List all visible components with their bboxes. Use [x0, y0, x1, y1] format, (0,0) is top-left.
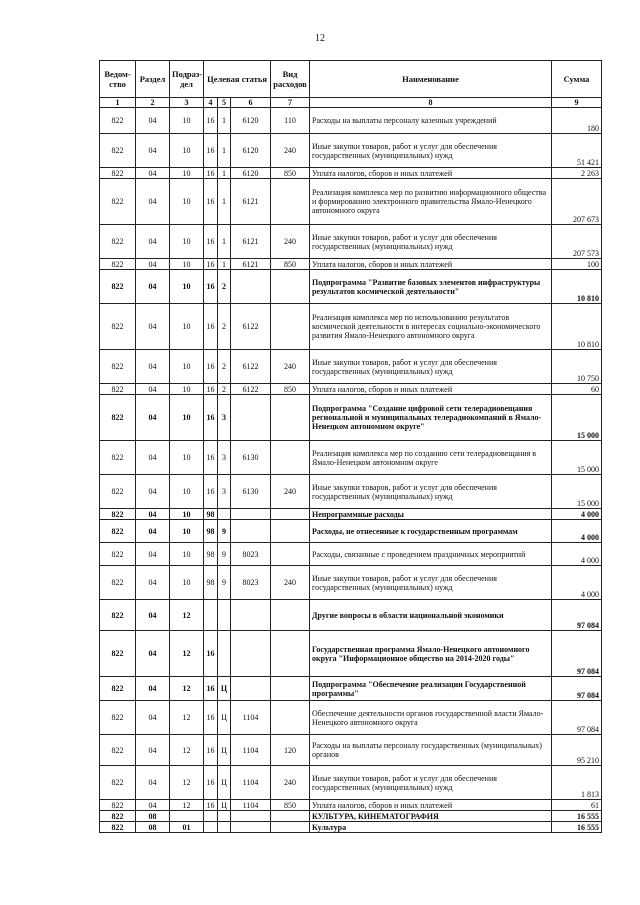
cell-expense-type — [271, 441, 310, 475]
cell-section: 04 — [136, 168, 170, 179]
cell-department: 822 — [100, 168, 136, 179]
cell-section: 04 — [136, 395, 170, 441]
cell-section: 04 — [136, 441, 170, 475]
cell-section: 04 — [136, 225, 170, 259]
header-expense-type: Вид расходов — [271, 61, 310, 98]
cell-subprogram: 1 — [218, 168, 231, 179]
cell-department: 822 — [100, 677, 136, 701]
cell-expense-type: 120 — [271, 735, 310, 766]
table-row — [100, 520, 602, 543]
cell-program: 16 — [204, 395, 218, 441]
cell-subsection: 10 — [170, 108, 204, 134]
cell-expense-type — [271, 304, 310, 350]
table-row — [100, 677, 602, 701]
cell-subprogram — [218, 600, 231, 631]
cell-program: 16 — [204, 350, 218, 384]
cell-subprogram — [218, 811, 231, 822]
cell-department: 822 — [100, 800, 136, 811]
cell-subsection: 10 — [170, 168, 204, 179]
cell-article: 6122 — [231, 384, 271, 395]
cell-article: 6120 — [231, 108, 271, 134]
cell-subsection: 10 — [170, 475, 204, 509]
cell-name: Реализация комплекса мер по использованию результатов космической деятельности в интересах социально-экономического развития Ямало-Ненецкого автономного округа — [310, 304, 552, 350]
cell-article: 1104 — [231, 701, 271, 735]
table-row — [100, 384, 602, 395]
cell-name: Подпрограмма "Обеспечение реализации Государственной программы" — [310, 677, 552, 701]
cell-name: Расходы на выплаты персоналу казенных учреждений — [310, 108, 552, 134]
cell-subprogram: 2 — [218, 350, 231, 384]
cell-department: 822 — [100, 259, 136, 270]
cell-name: Иные закупки товаров, работ и услуг для обеспечения государственных (муниципальных) нужд — [310, 566, 552, 600]
cell-name: Расходы, не отнесенные к государственным программам — [310, 520, 552, 543]
cell-program: 16 — [204, 766, 218, 800]
cell-expense-type — [271, 270, 310, 304]
cell-expense-type — [271, 543, 310, 566]
cell-expense-type: 240 — [271, 766, 310, 800]
cell-department: 822 — [100, 475, 136, 509]
cell-program: 16 — [204, 735, 218, 766]
cell-program: 16 — [204, 441, 218, 475]
cell-department: 822 — [100, 701, 136, 735]
table-row — [100, 475, 602, 509]
cell-subprogram: 3 — [218, 441, 231, 475]
cell-sum: 15 000 — [552, 475, 602, 509]
table-row — [100, 270, 602, 304]
cell-expense-type: 240 — [271, 350, 310, 384]
cell-expense-type: 110 — [271, 108, 310, 134]
cell-name: Подпрограмма "Развитие базовых элементов инфраструктуры результатов космической деятельности" — [310, 270, 552, 304]
cell-subsection: 10 — [170, 509, 204, 520]
cell-subsection — [170, 811, 204, 822]
cell-name: Иные закупки товаров, работ и услуг для обеспечения государственных (муниципальных) нужд — [310, 225, 552, 259]
cell-name: Непрограммные расходы — [310, 509, 552, 520]
cell-section: 04 — [136, 701, 170, 735]
cell-name: Реализация комплекса мер по созданию сети телерадиовещания в Ямало-Ненецком автономном округе — [310, 441, 552, 475]
cell-expense-type: 240 — [271, 566, 310, 600]
cell-sum: 60 — [552, 384, 602, 395]
column-number: 1 — [100, 98, 136, 108]
cell-article — [231, 600, 271, 631]
cell-subsection: 12 — [170, 677, 204, 701]
cell-subsection: 10 — [170, 304, 204, 350]
cell-program — [204, 811, 218, 822]
cell-article: 8023 — [231, 543, 271, 566]
table-row — [100, 168, 602, 179]
cell-department: 822 — [100, 384, 136, 395]
table-row — [100, 822, 602, 833]
cell-article: 6122 — [231, 304, 271, 350]
table-row — [100, 441, 602, 475]
column-number: 7 — [271, 98, 310, 108]
cell-sum: 97 084 — [552, 677, 602, 701]
cell-sum: 16 555 — [552, 811, 602, 822]
budget-table — [99, 60, 602, 833]
cell-sum: 100 — [552, 259, 602, 270]
cell-expense-type — [271, 179, 310, 225]
cell-program: 16 — [204, 179, 218, 225]
cell-name: Иные закупки товаров, работ и услуг для обеспечения государственных (муниципальных) нужд — [310, 134, 552, 168]
cell-subsection: 10 — [170, 543, 204, 566]
cell-subsection: 10 — [170, 134, 204, 168]
cell-program: 98 — [204, 520, 218, 543]
cell-department: 822 — [100, 811, 136, 822]
cell-sum: 2 263 — [552, 168, 602, 179]
cell-sum: 97 084 — [552, 631, 602, 677]
cell-article: 6122 — [231, 350, 271, 384]
table-row — [100, 395, 602, 441]
cell-sum: 51 421 — [552, 134, 602, 168]
cell-section: 04 — [136, 304, 170, 350]
cell-name: Уплата налогов, сборов и иных платежей — [310, 168, 552, 179]
cell-sum: 97 084 — [552, 600, 602, 631]
cell-article — [231, 822, 271, 833]
cell-program: 16 — [204, 108, 218, 134]
cell-subprogram: 9 — [218, 520, 231, 543]
table-row — [100, 259, 602, 270]
cell-subprogram: Ц — [218, 766, 231, 800]
cell-article: 1104 — [231, 800, 271, 811]
cell-name: Культура — [310, 822, 552, 833]
cell-sum: 61 — [552, 800, 602, 811]
cell-article: 6130 — [231, 441, 271, 475]
cell-subsection: 10 — [170, 395, 204, 441]
cell-sum: 207 673 — [552, 179, 602, 225]
cell-name: Государственная программа Ямало-Ненецкого автономного округа "Информационное общество на 2014-2020 годы" — [310, 631, 552, 677]
cell-section: 04 — [136, 259, 170, 270]
cell-sum: 95 210 — [552, 735, 602, 766]
cell-sum: 10 750 — [552, 350, 602, 384]
cell-subprogram: Ц — [218, 701, 231, 735]
cell-article: 1104 — [231, 766, 271, 800]
cell-article: 6121 — [231, 179, 271, 225]
cell-section: 04 — [136, 631, 170, 677]
cell-name: КУЛЬТУРА, КИНЕМАТОГРАФИЯ — [310, 811, 552, 822]
cell-name: Уплата налогов, сборов и иных платежей — [310, 384, 552, 395]
cell-subprogram: 1 — [218, 225, 231, 259]
cell-subsection: 10 — [170, 566, 204, 600]
cell-subsection: 10 — [170, 350, 204, 384]
table-row — [100, 735, 602, 766]
cell-subsection: 10 — [170, 520, 204, 543]
cell-section: 04 — [136, 134, 170, 168]
cell-name: Обеспечение деятельности органов государственной власти Ямало-Ненецкого автономного округа — [310, 701, 552, 735]
cell-sum: 4 000 — [552, 543, 602, 566]
column-number: 8 — [310, 98, 552, 108]
cell-article — [231, 677, 271, 701]
cell-subsection: 10 — [170, 270, 204, 304]
cell-sum: 4 000 — [552, 520, 602, 543]
cell-article: 6130 — [231, 475, 271, 509]
cell-subprogram: 9 — [218, 543, 231, 566]
table-body — [100, 108, 602, 833]
table-row — [100, 766, 602, 800]
cell-subprogram: 2 — [218, 304, 231, 350]
cell-article: 6121 — [231, 259, 271, 270]
cell-section: 04 — [136, 108, 170, 134]
cell-article — [231, 270, 271, 304]
cell-article: 6120 — [231, 134, 271, 168]
cell-department: 822 — [100, 304, 136, 350]
cell-expense-type: 240 — [271, 134, 310, 168]
cell-subsection: 12 — [170, 800, 204, 811]
cell-subprogram — [218, 631, 231, 677]
cell-sum: 180 — [552, 108, 602, 134]
cell-article — [231, 509, 271, 520]
cell-article: 6121 — [231, 225, 271, 259]
cell-expense-type — [271, 701, 310, 735]
column-number: 9 — [552, 98, 602, 108]
cell-section: 04 — [136, 543, 170, 566]
cell-program: 98 — [204, 509, 218, 520]
cell-subsection: 01 — [170, 822, 204, 833]
column-number: 2 — [136, 98, 170, 108]
cell-program: 16 — [204, 701, 218, 735]
header-section: Раздел — [136, 61, 170, 98]
cell-subprogram: Ц — [218, 677, 231, 701]
table-row — [100, 179, 602, 225]
column-number: 5 — [218, 98, 231, 108]
cell-sum: 10 810 — [552, 270, 602, 304]
cell-subsection: 12 — [170, 766, 204, 800]
cell-subsection: 12 — [170, 600, 204, 631]
cell-section: 04 — [136, 384, 170, 395]
cell-department: 822 — [100, 520, 136, 543]
cell-expense-type: 850 — [271, 800, 310, 811]
cell-subsection: 12 — [170, 631, 204, 677]
header-sum: Сумма — [552, 61, 602, 98]
cell-department: 822 — [100, 395, 136, 441]
cell-section: 04 — [136, 735, 170, 766]
cell-program: 16 — [204, 259, 218, 270]
cell-program: 16 — [204, 475, 218, 509]
header-target-article: Целевая статья — [204, 61, 271, 98]
table-row — [100, 543, 602, 566]
cell-department: 822 — [100, 270, 136, 304]
column-number: 3 — [170, 98, 204, 108]
table-row — [100, 566, 602, 600]
cell-department: 822 — [100, 566, 136, 600]
cell-subsection: 10 — [170, 225, 204, 259]
cell-article — [231, 811, 271, 822]
cell-subsection: 12 — [170, 701, 204, 735]
cell-expense-type — [271, 395, 310, 441]
cell-sum: 15 000 — [552, 441, 602, 475]
cell-name: Иные закупки товаров, работ и услуг для обеспечения государственных (муниципальных) нужд — [310, 350, 552, 384]
cell-program: 98 — [204, 543, 218, 566]
table-row — [100, 134, 602, 168]
cell-expense-type — [271, 520, 310, 543]
cell-article — [231, 631, 271, 677]
cell-program — [204, 600, 218, 631]
cell-program: 16 — [204, 677, 218, 701]
table-row — [100, 631, 602, 677]
cell-subprogram: Ц — [218, 735, 231, 766]
cell-section: 04 — [136, 600, 170, 631]
header-name: Наименование — [310, 61, 552, 98]
cell-expense-type — [271, 600, 310, 631]
cell-expense-type — [271, 811, 310, 822]
cell-subsection: 12 — [170, 735, 204, 766]
cell-expense-type — [271, 677, 310, 701]
cell-program — [204, 822, 218, 833]
cell-department: 822 — [100, 441, 136, 475]
cell-expense-type: 850 — [271, 384, 310, 395]
cell-expense-type: 850 — [271, 259, 310, 270]
cell-subprogram: 1 — [218, 179, 231, 225]
cell-subsection: 10 — [170, 259, 204, 270]
cell-program: 16 — [204, 270, 218, 304]
cell-section: 04 — [136, 800, 170, 811]
table-row — [100, 811, 602, 822]
cell-expense-type — [271, 631, 310, 677]
cell-section: 04 — [136, 350, 170, 384]
cell-program: 16 — [204, 134, 218, 168]
cell-subsection: 10 — [170, 179, 204, 225]
table-row — [100, 800, 602, 811]
cell-subsection: 10 — [170, 384, 204, 395]
cell-subprogram: 3 — [218, 475, 231, 509]
cell-sum: 15 000 — [552, 395, 602, 441]
column-number: 6 — [231, 98, 271, 108]
cell-subsection: 10 — [170, 441, 204, 475]
cell-sum: 4 000 — [552, 509, 602, 520]
cell-department: 822 — [100, 543, 136, 566]
cell-article — [231, 395, 271, 441]
cell-article — [231, 520, 271, 543]
cell-name: Уплата налогов, сборов и иных платежей — [310, 800, 552, 811]
cell-subprogram: Ц — [218, 800, 231, 811]
cell-section: 08 — [136, 822, 170, 833]
page-number: 12 — [315, 33, 325, 44]
cell-subprogram: 1 — [218, 108, 231, 134]
cell-section: 04 — [136, 509, 170, 520]
cell-department: 822 — [100, 600, 136, 631]
cell-department: 822 — [100, 766, 136, 800]
cell-sum: 97 084 — [552, 701, 602, 735]
cell-subprogram: 9 — [218, 566, 231, 600]
cell-department: 822 — [100, 631, 136, 677]
table-row — [100, 304, 602, 350]
cell-department: 822 — [100, 108, 136, 134]
cell-article: 6120 — [231, 168, 271, 179]
table-row — [100, 225, 602, 259]
cell-subprogram: 2 — [218, 270, 231, 304]
cell-department: 822 — [100, 179, 136, 225]
cell-name: Расходы, связанные с проведением праздничных мероприятий — [310, 543, 552, 566]
cell-section: 08 — [136, 811, 170, 822]
cell-subprogram: 1 — [218, 134, 231, 168]
cell-subprogram — [218, 509, 231, 520]
cell-name: Подпрограмма "Создание цифровой сети телерадиовещания региональной и муниципальных телерадиокомпаний в Ямало-Ненецком автономном округе" — [310, 395, 552, 441]
cell-section: 04 — [136, 475, 170, 509]
cell-department: 822 — [100, 350, 136, 384]
cell-subprogram: 3 — [218, 395, 231, 441]
table-row — [100, 600, 602, 631]
cell-department: 822 — [100, 134, 136, 168]
cell-article: 8023 — [231, 566, 271, 600]
cell-subprogram: 1 — [218, 259, 231, 270]
cell-section: 04 — [136, 766, 170, 800]
cell-section: 04 — [136, 179, 170, 225]
cell-subprogram — [218, 822, 231, 833]
cell-program: 16 — [204, 304, 218, 350]
header-subsection: Подраз-дел — [170, 61, 204, 98]
table-row — [100, 701, 602, 735]
table-row — [100, 509, 602, 520]
cell-subprogram: 2 — [218, 384, 231, 395]
cell-department: 822 — [100, 822, 136, 833]
cell-program: 16 — [204, 168, 218, 179]
cell-sum: 4 000 — [552, 566, 602, 600]
cell-program: 98 — [204, 566, 218, 600]
cell-name: Другие вопросы в области национальной экономики — [310, 600, 552, 631]
cell-expense-type: 240 — [271, 225, 310, 259]
cell-expense-type: 850 — [271, 168, 310, 179]
cell-expense-type — [271, 509, 310, 520]
cell-program: 16 — [204, 800, 218, 811]
cell-section: 04 — [136, 270, 170, 304]
cell-program: 16 — [204, 631, 218, 677]
column-number: 4 — [204, 98, 218, 108]
cell-program: 16 — [204, 225, 218, 259]
cell-sum: 16 555 — [552, 822, 602, 833]
cell-sum: 1 813 — [552, 766, 602, 800]
cell-section: 04 — [136, 520, 170, 543]
cell-expense-type: 240 — [271, 475, 310, 509]
header-department: Ведом-ство — [100, 61, 136, 98]
table-row — [100, 350, 602, 384]
cell-program: 16 — [204, 384, 218, 395]
cell-department: 822 — [100, 509, 136, 520]
cell-expense-type — [271, 822, 310, 833]
cell-department: 822 — [100, 225, 136, 259]
cell-sum: 207 573 — [552, 225, 602, 259]
cell-name: Уплата налогов, сборов и иных платежей — [310, 259, 552, 270]
table-row — [100, 108, 602, 134]
cell-section: 04 — [136, 677, 170, 701]
cell-name: Реализация комплекса мер по развитию информационного общества и формированию электронного правительства Ямало-Ненецкого автономного округа — [310, 179, 552, 225]
cell-name: Расходы на выплаты персоналу государственных (муниципальных) органов — [310, 735, 552, 766]
cell-name: Иные закупки товаров, работ и услуг для обеспечения государственных (муниципальных) нужд — [310, 475, 552, 509]
cell-name: Иные закупки товаров, работ и услуг для обеспечения государственных (муниципальных) нужд — [310, 766, 552, 800]
cell-department: 822 — [100, 735, 136, 766]
cell-article: 1104 — [231, 735, 271, 766]
cell-section: 04 — [136, 566, 170, 600]
cell-sum: 10 810 — [552, 304, 602, 350]
